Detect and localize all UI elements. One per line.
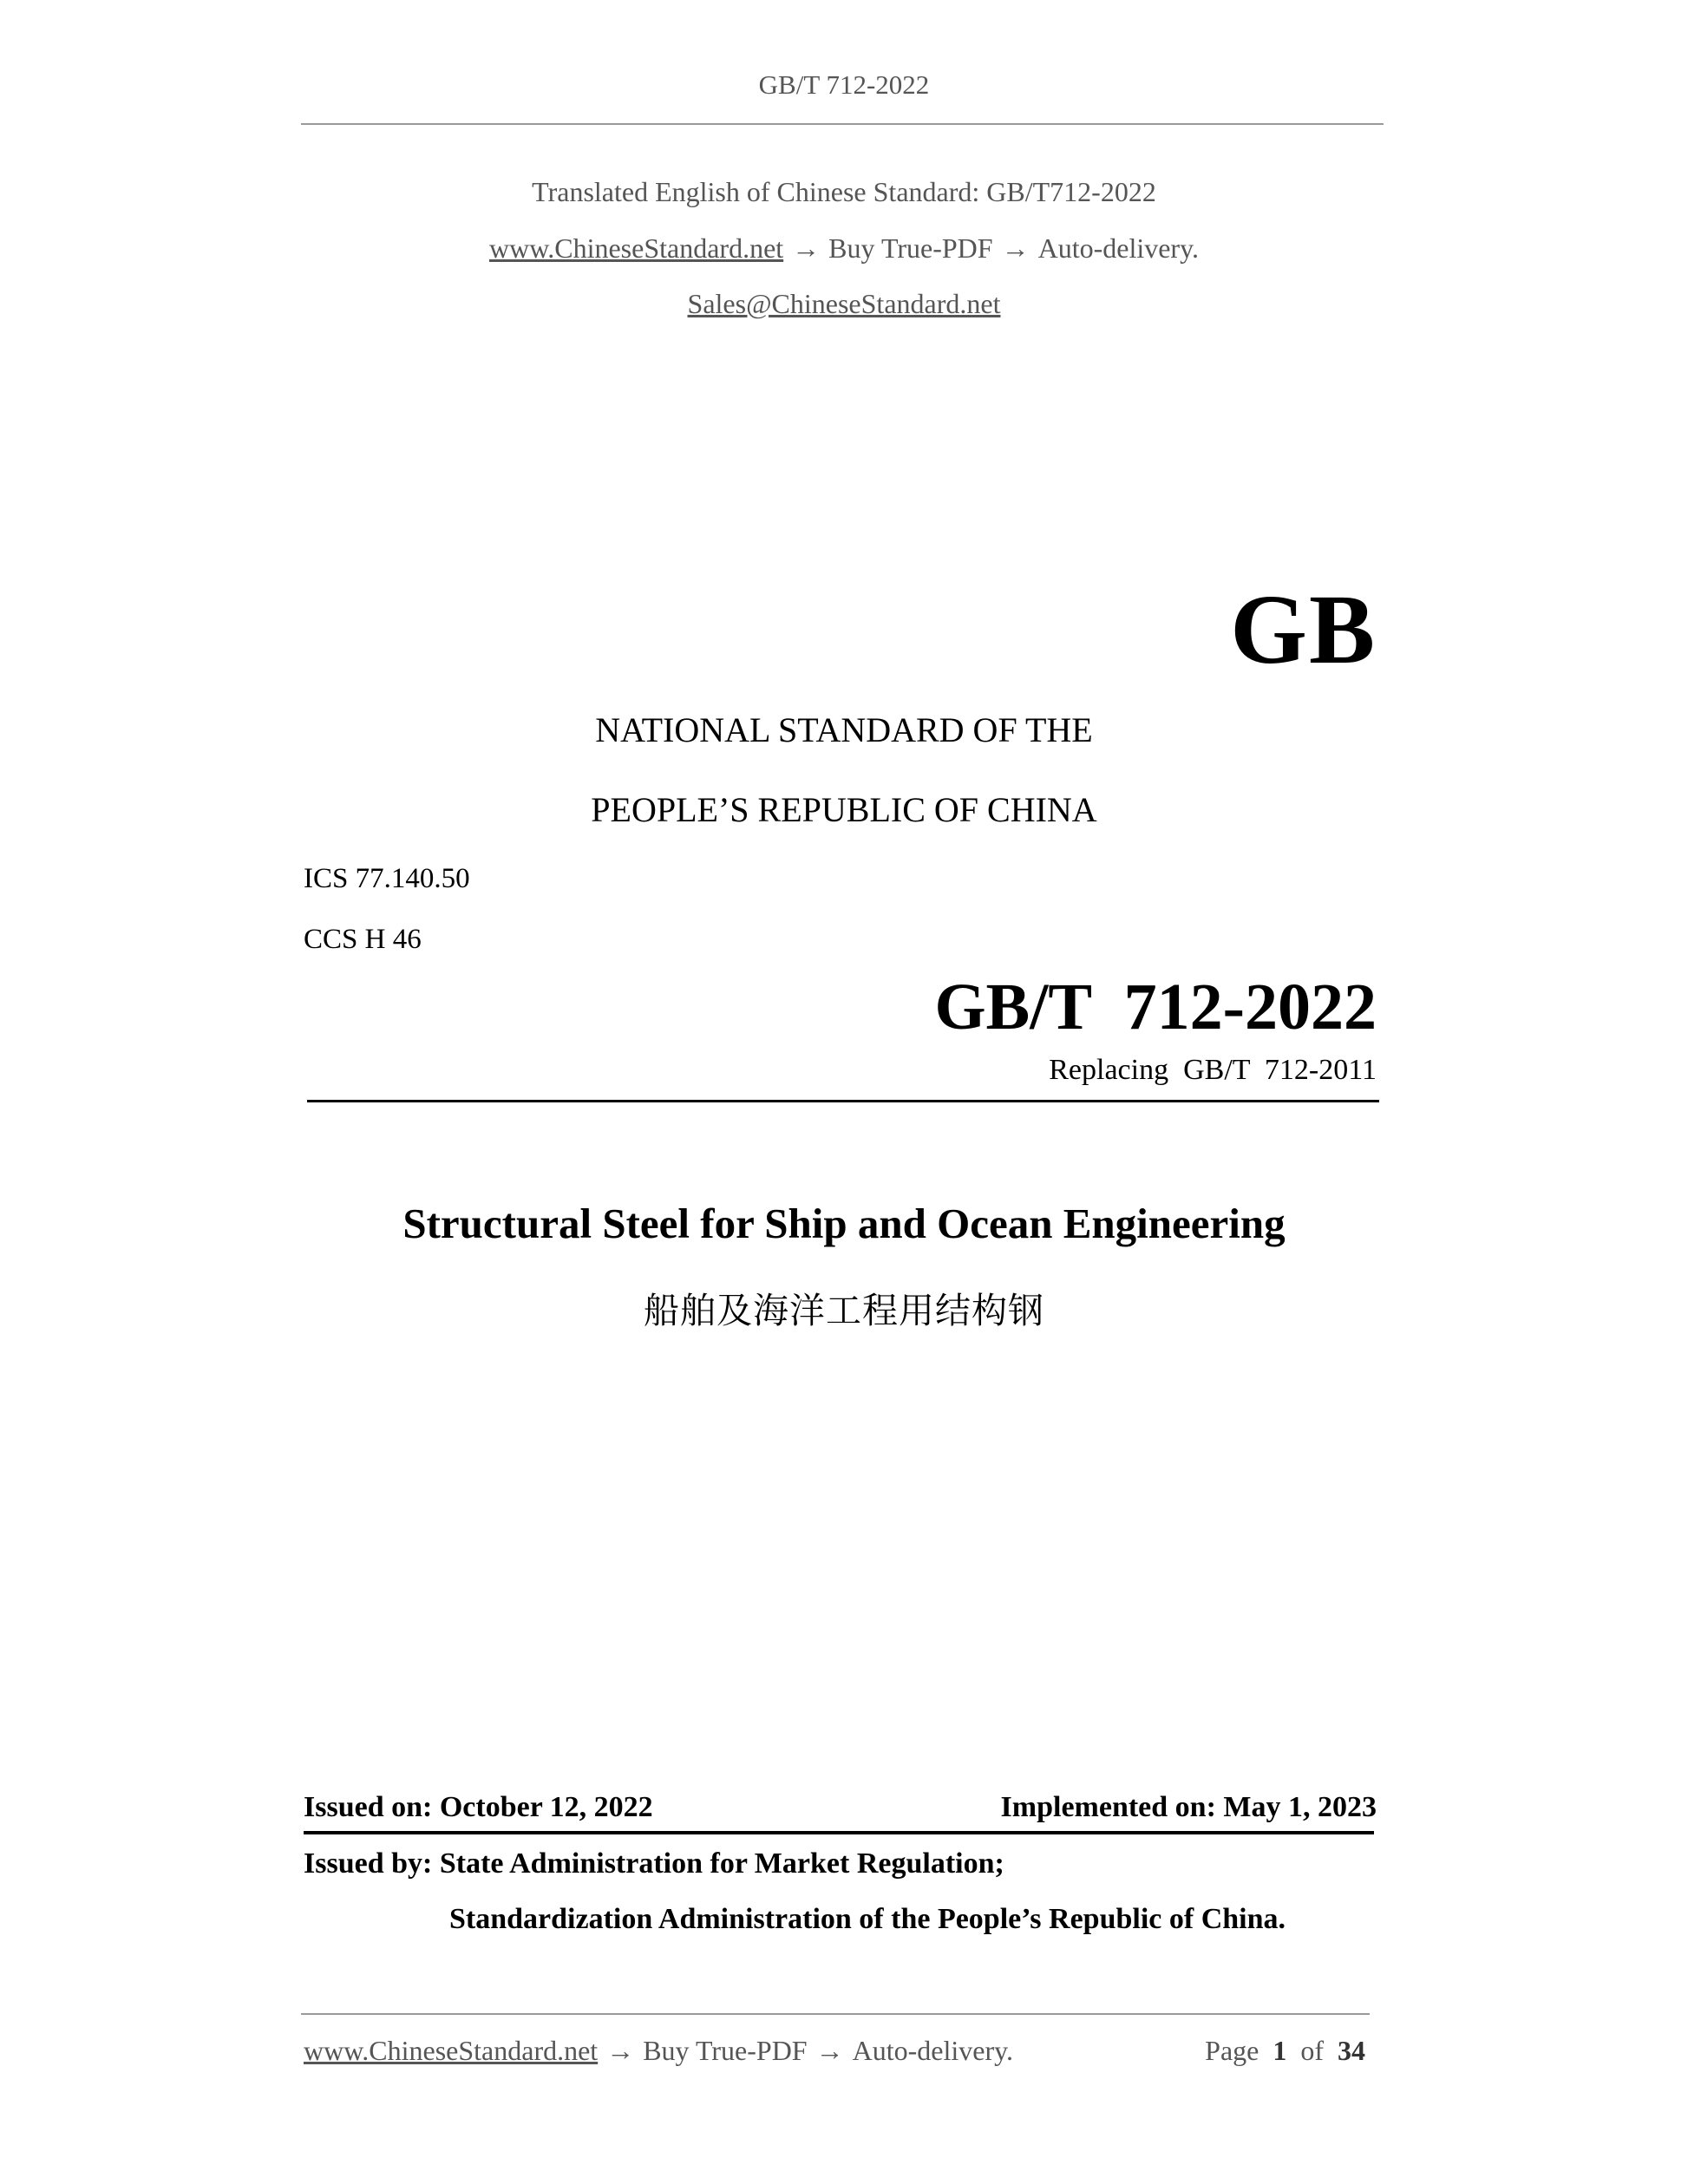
website-link[interactable]: www.ChineseStandard.net [488,232,784,264]
national-standard-line-2: PEOPLE’S REPUBLIC OF CHINA [591,790,1097,829]
footer-buy-text: Buy True-PDF [643,2035,808,2066]
document-title-cn: 船舶及海洋工程用结构钢 [644,1290,1044,1331]
implemented-on-date: Implemented on: May 1, 2023 [1000,1791,1377,1823]
translation-notice: Translated English of Chinese Standard: GB/T712-2022 [532,176,1156,207]
issued-on-date: Issued on: October 12, 2022 [304,1791,653,1823]
standard-number: GB/T 712-2022 [934,971,1377,1043]
page-current: 1 [1273,2035,1287,2066]
email-link[interactable]: Sales@ChineseStandard.net [687,288,1001,319]
document-title-en: Structural Steel for Ship and Ocean Engineering [402,1200,1286,1247]
footer-promo [304,2035,1013,2067]
replacing-note: Replacing GB/T 712-2011 [1049,1054,1377,1086]
buy-text: Buy True-PDF [828,232,993,264]
delivery-text: Auto-delivery. [1037,232,1199,264]
arrow-right-icon: → [606,2035,635,2066]
gb-logo: GB [1230,574,1377,684]
issued-by: Issued by: State Administration for Market Regulation; [304,1847,1004,1880]
footer-divider [301,2013,1370,2015]
ics-code: ICS 77.140.50 [304,863,470,894]
page-indicator [1205,2035,1365,2067]
page-total: 34 [1338,2035,1365,2066]
running-header: GB/T 712-2022 [758,69,930,100]
arrow-right-icon: → [1001,232,1030,264]
footer-website-link[interactable]: www.ChineseStandard.net [304,2035,599,2066]
email-line [0,288,1688,320]
ccs-code: CCS H 46 [304,924,422,955]
page-word: Page [1205,2035,1259,2066]
footer-delivery-text: Auto-delivery. [852,2035,1014,2066]
title-divider [307,1100,1379,1102]
arrow-right-icon: → [815,2035,844,2066]
national-standard-line-1: NATIONAL STANDARD OF THE [595,710,1093,749]
promo-line [0,232,1688,265]
of-word: of [1300,2035,1324,2066]
header-divider [301,123,1384,125]
issued-by-secondary: Standardization Administration of the People’s Republic of China. [449,1903,1286,1935]
issue-divider [304,1831,1374,1834]
arrow-right-icon: → [792,232,821,264]
